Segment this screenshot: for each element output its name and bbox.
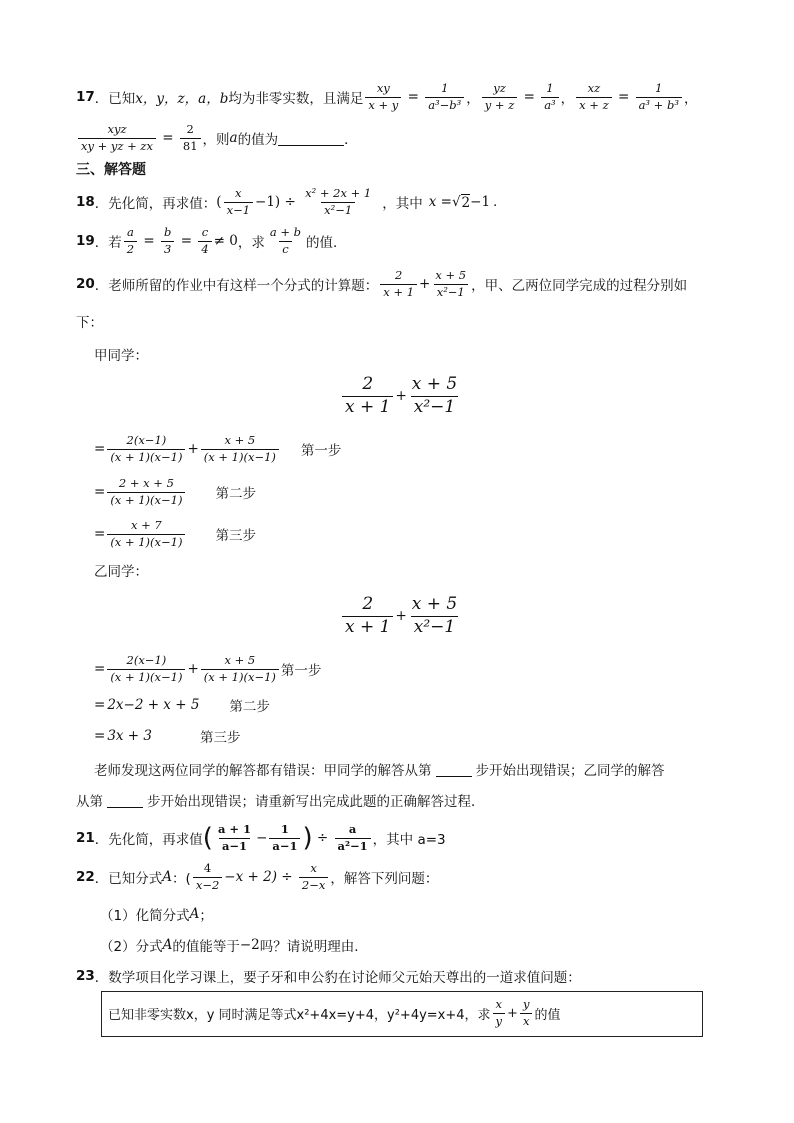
q17-frac4: $\frac{\text{xyz}}{xy + yz + zx}$ xyxy=(78,123,156,152)
jia-big-expr: $\frac{2}{x + 1}$ + $\frac{x + 5}{\text{x²−1}}$ xyxy=(340,370,462,422)
q18-frac2: $\frac{\text{x² + 2x + 1}}{\text{x²−1}}$ xyxy=(305,186,372,217)
yi-big-expr: $\frac{2}{x + 1}$ + $\frac{x + 5}{\text{x²−1}}$ xyxy=(340,590,462,642)
q17-rhs3: $\frac{1}{\text{a³ + b³}}$ xyxy=(636,82,682,111)
q20-conclusion2: 从第 步开始出现错误；请重新写出完成此题的正确解答过程． xyxy=(76,794,485,810)
q18-line: 18 ．先化简，再求值： ( $\frac{x}{x-1}$ −1) ÷ $\frac{\text{x² + 2x + 1}}{\text{x²−1}}$ ，其中 x = √ 2 −1 . xyxy=(76,186,498,217)
q20-line2: 下： xyxy=(76,315,103,331)
yi-label: 乙同学： xyxy=(94,564,148,580)
q23-box-text: 已知非零实数x，y 同时满足等式x²+4x=y+4，y²+4y=x+4，求 $\frac{x}{y}$ + $\frac{y}{x}$ 的值 xyxy=(108,997,561,1028)
q20-conclusion1: 老师发现这两位同学的解答都有错误：甲同学的解答从第 步开始出现错误；乙同学的解答 xyxy=(94,763,665,779)
q19-line: 19 ．若 $\frac{a}{2}$ = $\frac{b}{3}$ = $\frac{c}{4}$ ≠ 0 ，求 $\frac{a + b}{c}$ 的值． xyxy=(76,225,347,256)
section-heading: 三、解答题 xyxy=(76,162,146,178)
q19-frac-result: $\frac{a + b}{c}$ xyxy=(269,225,302,256)
q17-rhs2: $\frac{1}{\text{a³}}$ xyxy=(541,82,558,111)
q22-part2: （2）分式 A 的值能等于 −2 吗？请说明理由． xyxy=(100,937,368,955)
yi-step3: = 3x + 3 第三步 xyxy=(94,728,241,746)
q17-frac3: $\frac{xz}{x + z}$ xyxy=(576,82,612,111)
jia-step2: = $\frac{2 + x + 5}{(x + 1)(x-1)}$ 第二步 xyxy=(94,476,256,507)
q17-frac1: $\frac{xy}{x + y}$ xyxy=(365,82,401,111)
q18-frac1: $\frac{x}{x-1}$ xyxy=(224,187,253,216)
q17-prefix: ．已知 xyxy=(94,91,136,107)
q17-text1: 均为非零实数，且满足 xyxy=(228,91,364,107)
q22-part1: （1）化简分式 A ； xyxy=(100,906,213,924)
jia-step3: = $\frac{x + 7}{(x + 1)(x-1)}$ 第三步 xyxy=(94,518,256,549)
yi-step-blank[interactable] xyxy=(107,793,143,808)
jia-label: 甲同学： xyxy=(94,348,148,364)
q17-rhs1: $\frac{1}{\text{a³−b³}}$ xyxy=(425,82,464,111)
jia-step1: = $\frac{2(x-1)}{(x + 1)(x-1)}$ + $\frac{x + 5}{(x + 1)(x-1)}$ 第一步 xyxy=(94,433,342,464)
yi-step2: = 2x−2 + x + 5 第二步 xyxy=(94,697,270,715)
q17-line2: $\frac{\text{xyz}}{xy + yz + zx}$ = $\frac{2}{81}$ ，则 a 的值为 ． xyxy=(76,118,358,158)
q17-line1: 17 ．已知 x，y，z，a，b 均为非零实数，且满足 $\frac{xy}{x + y}$ = $\frac{1}{\text{a³−b³}}$ ， $\frac{yz}{y + z}$ = $\frac{1}{\text{a³}}$ ， $\frac{xz}{x + z}$ = $\frac{1}{\text{a³ + b³}}$ ， xyxy=(76,81,698,112)
q21-line: 21 ．先化简，再求值 ( $\frac{a + 1}{a-1}$ − $\frac{1}{a-1}$ ) ÷ $\frac{a}{\text{a²−1}}$ ，其中 a=3 xyxy=(76,822,446,853)
q19-frac-c: $\frac{c}{4}$ xyxy=(198,226,211,255)
q19-frac-b: $\frac{b}{3}$ xyxy=(161,226,174,255)
q17-number: 17 xyxy=(76,89,95,105)
jia-step-blank[interactable] xyxy=(436,762,472,777)
yi-step1: = $\frac{2(x-1)}{(x + 1)(x-1)}$ + $\frac{x + 5}{(x + 1)(x-1)}$ 第一步 xyxy=(94,653,322,684)
q23-line: 23 ．数学项目化学习课上，要子牙和申公豹在讨论师父元始天尊出的一道求值问题： xyxy=(76,968,581,986)
q17-rhs4: $\frac{2}{81}$ xyxy=(180,123,201,152)
q19-frac-a: $\frac{a}{2}$ xyxy=(124,226,137,255)
q17-frac2: $\frac{yz}{y + z}$ xyxy=(482,82,518,111)
q20-line1: 20 ．老师所留的作业中有这样一个分式的计算题： $\frac{2}{x + 1}$ + $\frac{x + 5}{\text{x²−1}}$ ，甲、乙两位同学完成的过程分别如 xyxy=(76,268,688,299)
q22-line: 22 ．已知分式 A ：( $\frac{4}{x-2}$ −x + 2) ÷ $\frac{x}{2-x}$ ，解答下列问题： xyxy=(76,861,439,892)
q17-answer-blank[interactable] xyxy=(278,131,344,146)
q17-vars: x，y，z，a，b xyxy=(135,91,229,107)
